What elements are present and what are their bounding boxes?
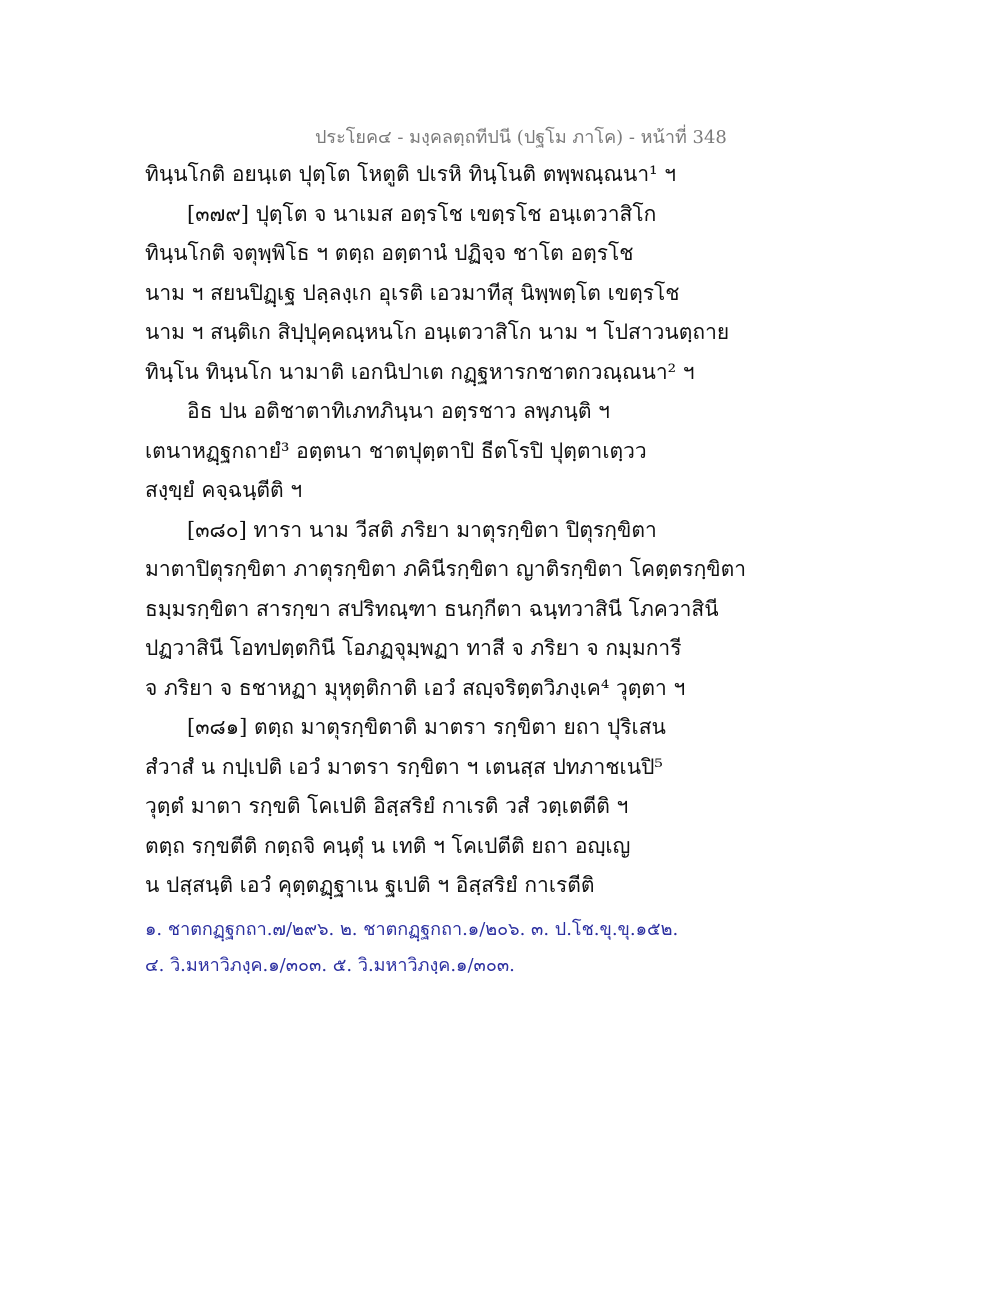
text-line: นาม ฯ สนฺติเก สิปฺปุคฺคณฺหนโก อนฺเตวาสิโก นาม ฯ โปสาวนตฺถาย <box>145 320 730 344</box>
text-line: จ ภริยา จ ธชาหฏา มุหุตฺติกาติ เอวํ สญฺจริตฺตวิภงฺเค⁴ วุตฺตา ฯ <box>145 675 686 700</box>
text-line: อิธ ปน อติชาตาทิเภทภินฺนา อตฺรชาว ลพฺภนฺติ ฯ <box>187 399 610 423</box>
paragraph-380-start: [๓๘๐] ทารา นาม วีสติ ภริยา มาตุรกฺขิตา ปิตุรกฺขิตา <box>187 517 657 542</box>
text-line: สงฺขฺยํ คจฺฉนฺตีติ ฯ <box>145 478 303 502</box>
text-line: มาตาปิตุรกฺขิตา ภาตุรกฺขิตา ภคินีรกฺขิตา ญาติรกฺขิตา โคตฺตรกฺขิตา <box>145 557 747 581</box>
text-line: สํวาสํ น กปฺเปติ เอวํ มาตรา รกฺขิตา ฯ เตนสฺส ปทภาชเนปิ⁵ <box>145 754 663 779</box>
text-line: ธมฺมรกฺขิตา สารกฺขา สปริทณฺฑา ธนกฺกีตา ฉนฺทวาสินี โภควาสินี <box>145 596 719 621</box>
paragraph-381-start: [๓๘๑] ตตฺถ มาตุรกฺขิตาติ มาตรา รกฺขิตา ยถา ปุริเสน <box>187 715 666 739</box>
text-line: เตนาหฏฺฐกถายํ³ อตฺตนา ชาตปุตฺตาปิ ธีตโรปิ ปุตฺตาเตฺวว <box>145 438 647 463</box>
footnotes <box>145 912 705 984</box>
body-text <box>145 155 747 906</box>
text-line: ทินฺโน ทินฺนโก นามาติ เอกนิปาเต กฏฺฐหารกชาตกวณฺณนา² ฯ <box>145 359 695 384</box>
footnote-line: ๑. ชาตกฏฺฐกถา.๗/๒๙๖. ๒. ชาตกฏฺฐกถา.๑/๒๐๖. ๓. ป.โช.ขุ.ขุ.๑๕๒. <box>145 919 679 940</box>
running-head: ประโยค๔ - มงฺคลตฺถทีปนี (ปฐโม ภาโค) - หน้าที่ 348 <box>315 127 727 148</box>
text-line: วุตฺตํ มาตา รกฺขติ โคเปติ อิสฺสริยํ กาเรติ วสํ วตฺเตตีติ ฯ <box>145 794 629 818</box>
text-line: น ปสฺสนฺติ เอวํ คุตฺตฏฺฐาเน ฐเปติ ฯ อิสฺสริยํ กาเรตีติ <box>145 873 595 897</box>
text-line: ทินฺนโกติ จตุพฺพิโธ ฯ ตตฺถ อตฺตานํ ปฏิจฺจ ชาโต อตฺรโช <box>145 241 634 265</box>
paragraph-379-start: [๓๗๙] ปุตฺโต จ นาเมส อตฺรโช เขตฺรโช อนฺเตวาสิโก <box>187 201 657 226</box>
text-line: นาม ฯ สยนปิฏฺเฐ ปลฺลงฺเก อุเรติ เอวมาทีสุ นิพฺพตฺโต เขตฺรโช <box>145 280 680 305</box>
text-line: ตตฺถ รกฺขตีติ กตฺถจิ คนฺตุํ น เทติ ฯ โคเปตีติ ยถา อญฺเญ <box>145 833 631 858</box>
text-line: ทินฺนโกติ อยนฺเต ปุตฺโต โหตูติ ปเรหิ ทินฺโนติ ตพฺพณฺณนา¹ ฯ <box>145 162 677 186</box>
footnote-line: ๔. วิ.มหาวิภงฺค.๑/๓๐๓. ๕. วิ.มหาวิภงฺค.๑/๓๐๓. <box>145 955 515 976</box>
text-line: ปฏวาสินี โอทปตฺตกินี โอภฏจุมฺพฏา ทาสี จ ภริยา จ กมฺมการี <box>145 636 682 660</box>
